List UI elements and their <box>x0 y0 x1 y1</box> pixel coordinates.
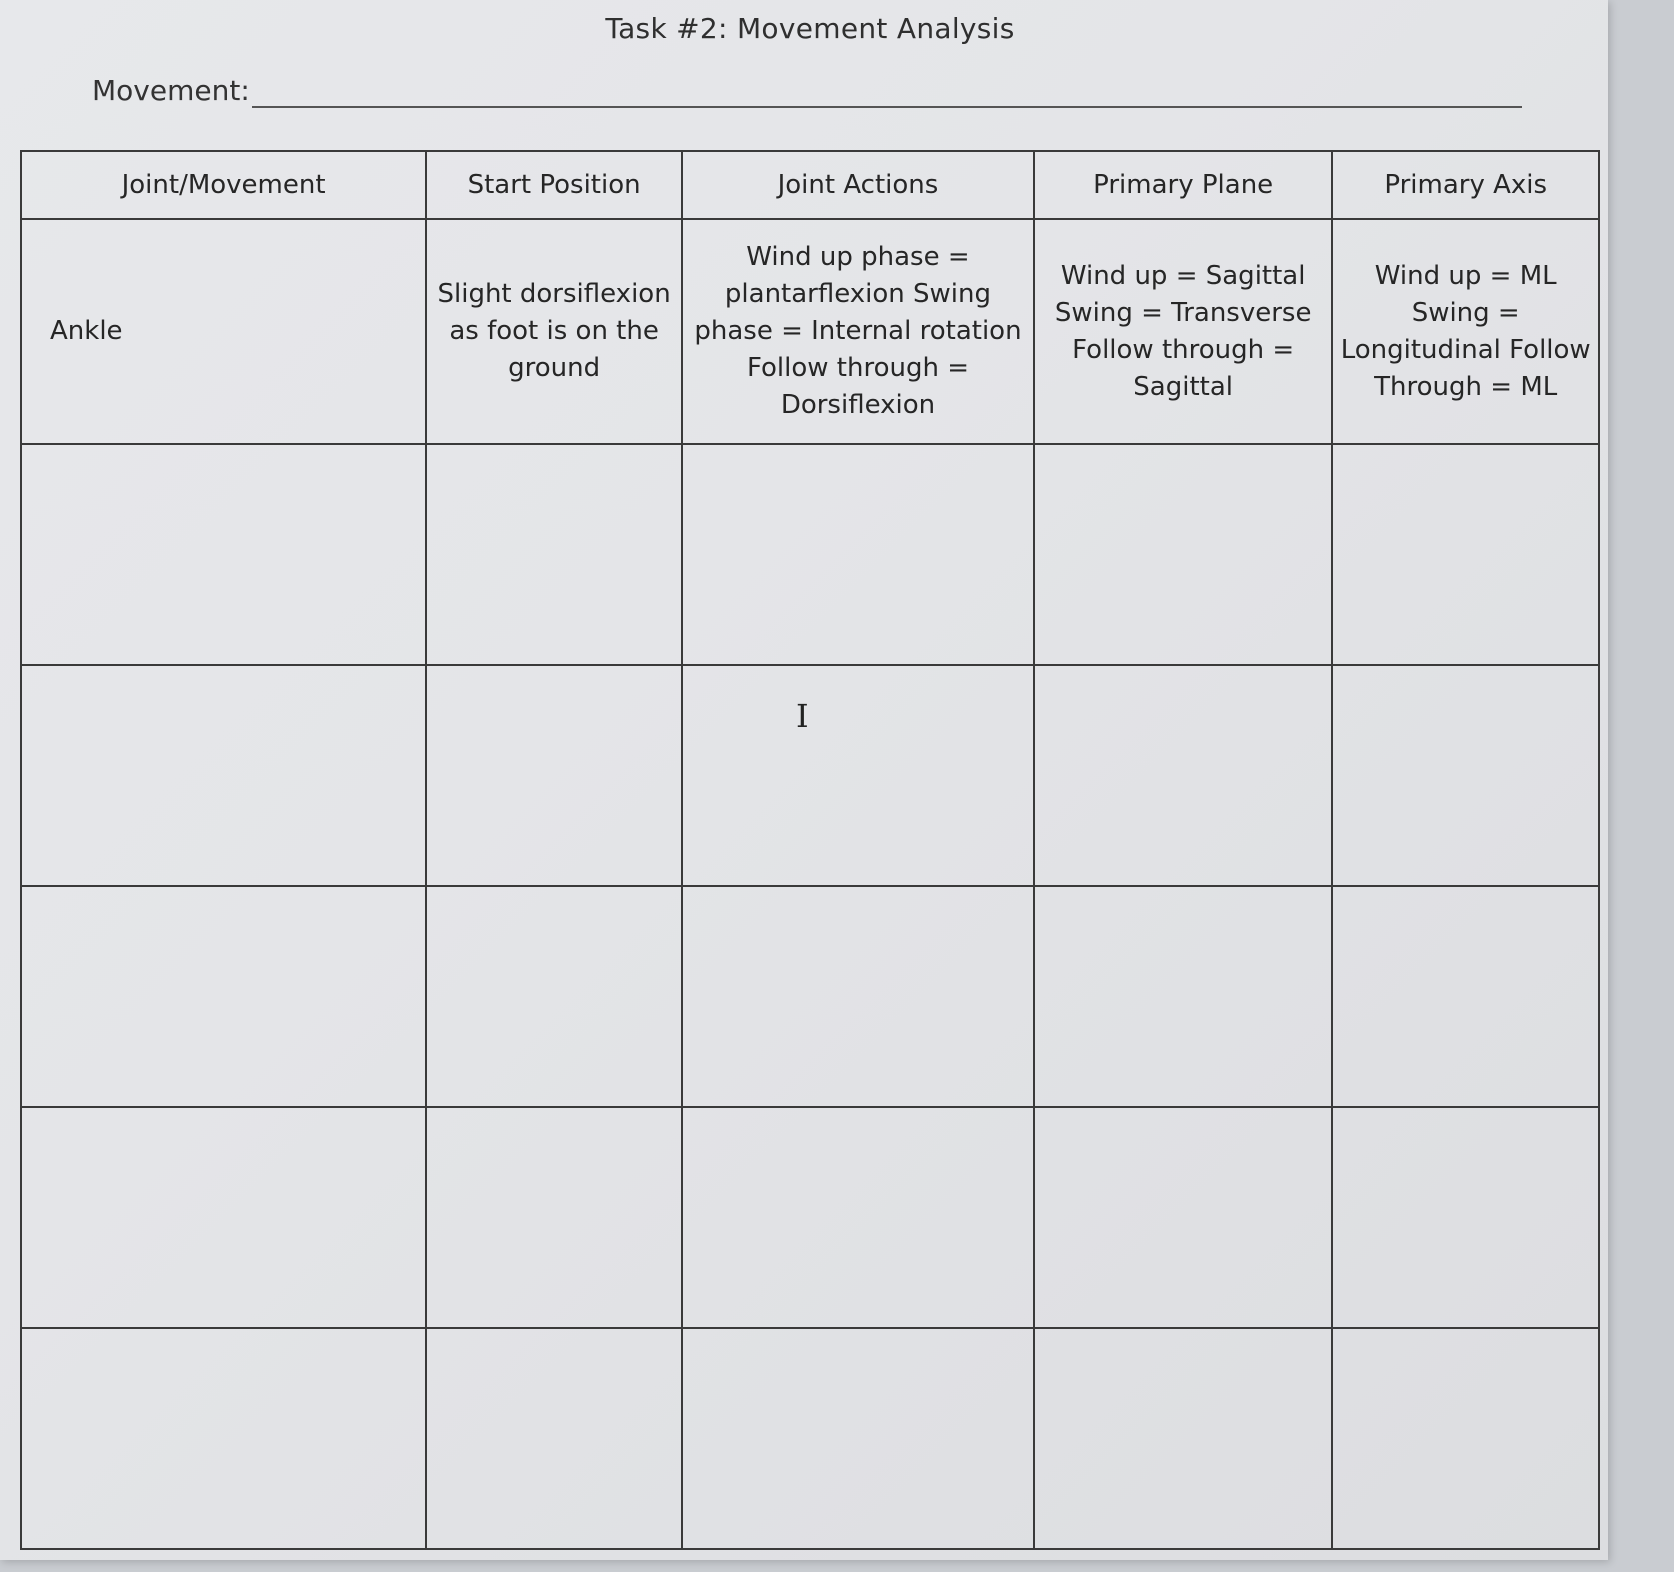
header-start-position: Start Position <box>426 151 682 219</box>
cell-start-position[interactable] <box>426 1328 682 1549</box>
cell-primary-axis[interactable] <box>1332 444 1599 665</box>
text-cursor-icon: I <box>796 697 809 735</box>
cell-primary-axis[interactable] <box>1332 665 1599 886</box>
cell-primary-plane[interactable] <box>1034 886 1333 1107</box>
movement-input-line[interactable] <box>252 106 1522 108</box>
header-joint-actions: Joint Actions <box>682 151 1034 219</box>
movement-analysis-table <box>20 150 1600 1550</box>
cell-joint-actions[interactable] <box>682 444 1034 665</box>
table-row <box>21 1107 1599 1328</box>
cell-joint[interactable]: Ankle <box>21 219 426 444</box>
cell-primary-plane[interactable] <box>1034 1107 1333 1328</box>
header-row <box>21 151 1599 219</box>
header-primary-axis: Primary Axis <box>1332 151 1599 219</box>
cell-primary-axis[interactable] <box>1332 886 1599 1107</box>
table-row <box>21 219 1599 444</box>
page-title: Task #2: Movement Analysis <box>605 12 1015 45</box>
cell-primary-plane[interactable] <box>1034 665 1333 886</box>
cell-primary-plane[interactable] <box>1034 1328 1333 1549</box>
table-row <box>21 665 1599 886</box>
table-row <box>21 886 1599 1107</box>
movement-label: Movement: <box>92 74 250 107</box>
cell-joint-actions[interactable]: Wind up phase = plantarflexion Swing phase = Internal rotation Follow through = Dorsiflexion <box>682 219 1034 444</box>
cell-primary-axis[interactable] <box>1332 1107 1599 1328</box>
cell-start-position[interactable]: Slight dorsiflexion as foot is on the ground <box>426 219 682 444</box>
cell-start-position[interactable] <box>426 665 682 886</box>
cell-joint-actions[interactable] <box>682 665 1034 886</box>
cell-start-position[interactable] <box>426 886 682 1107</box>
cell-primary-axis[interactable] <box>1332 1328 1599 1549</box>
movement-field[interactable] <box>92 74 1522 114</box>
table-row <box>21 1328 1599 1549</box>
cell-joint[interactable] <box>21 444 426 665</box>
cell-joint-actions[interactable] <box>682 1328 1034 1549</box>
cell-primary-plane[interactable]: Wind up = Sagittal Swing = Transverse Follow through = Sagittal <box>1034 219 1333 444</box>
cell-primary-axis[interactable]: Wind up = ML Swing = Longitudinal Follow Through = ML <box>1332 219 1599 444</box>
cell-joint[interactable] <box>21 1328 426 1549</box>
header-primary-plane: Primary Plane <box>1034 151 1333 219</box>
cell-start-position[interactable] <box>426 444 682 665</box>
cell-joint-actions[interactable] <box>682 1107 1034 1328</box>
table-row <box>21 444 1599 665</box>
header-joint-movement: Joint/Movement <box>21 151 426 219</box>
cell-joint[interactable] <box>21 1107 426 1328</box>
cell-joint[interactable] <box>21 665 426 886</box>
cell-start-position[interactable] <box>426 1107 682 1328</box>
cell-joint-actions[interactable] <box>682 886 1034 1107</box>
cell-primary-plane[interactable] <box>1034 444 1333 665</box>
cell-joint[interactable] <box>21 886 426 1107</box>
